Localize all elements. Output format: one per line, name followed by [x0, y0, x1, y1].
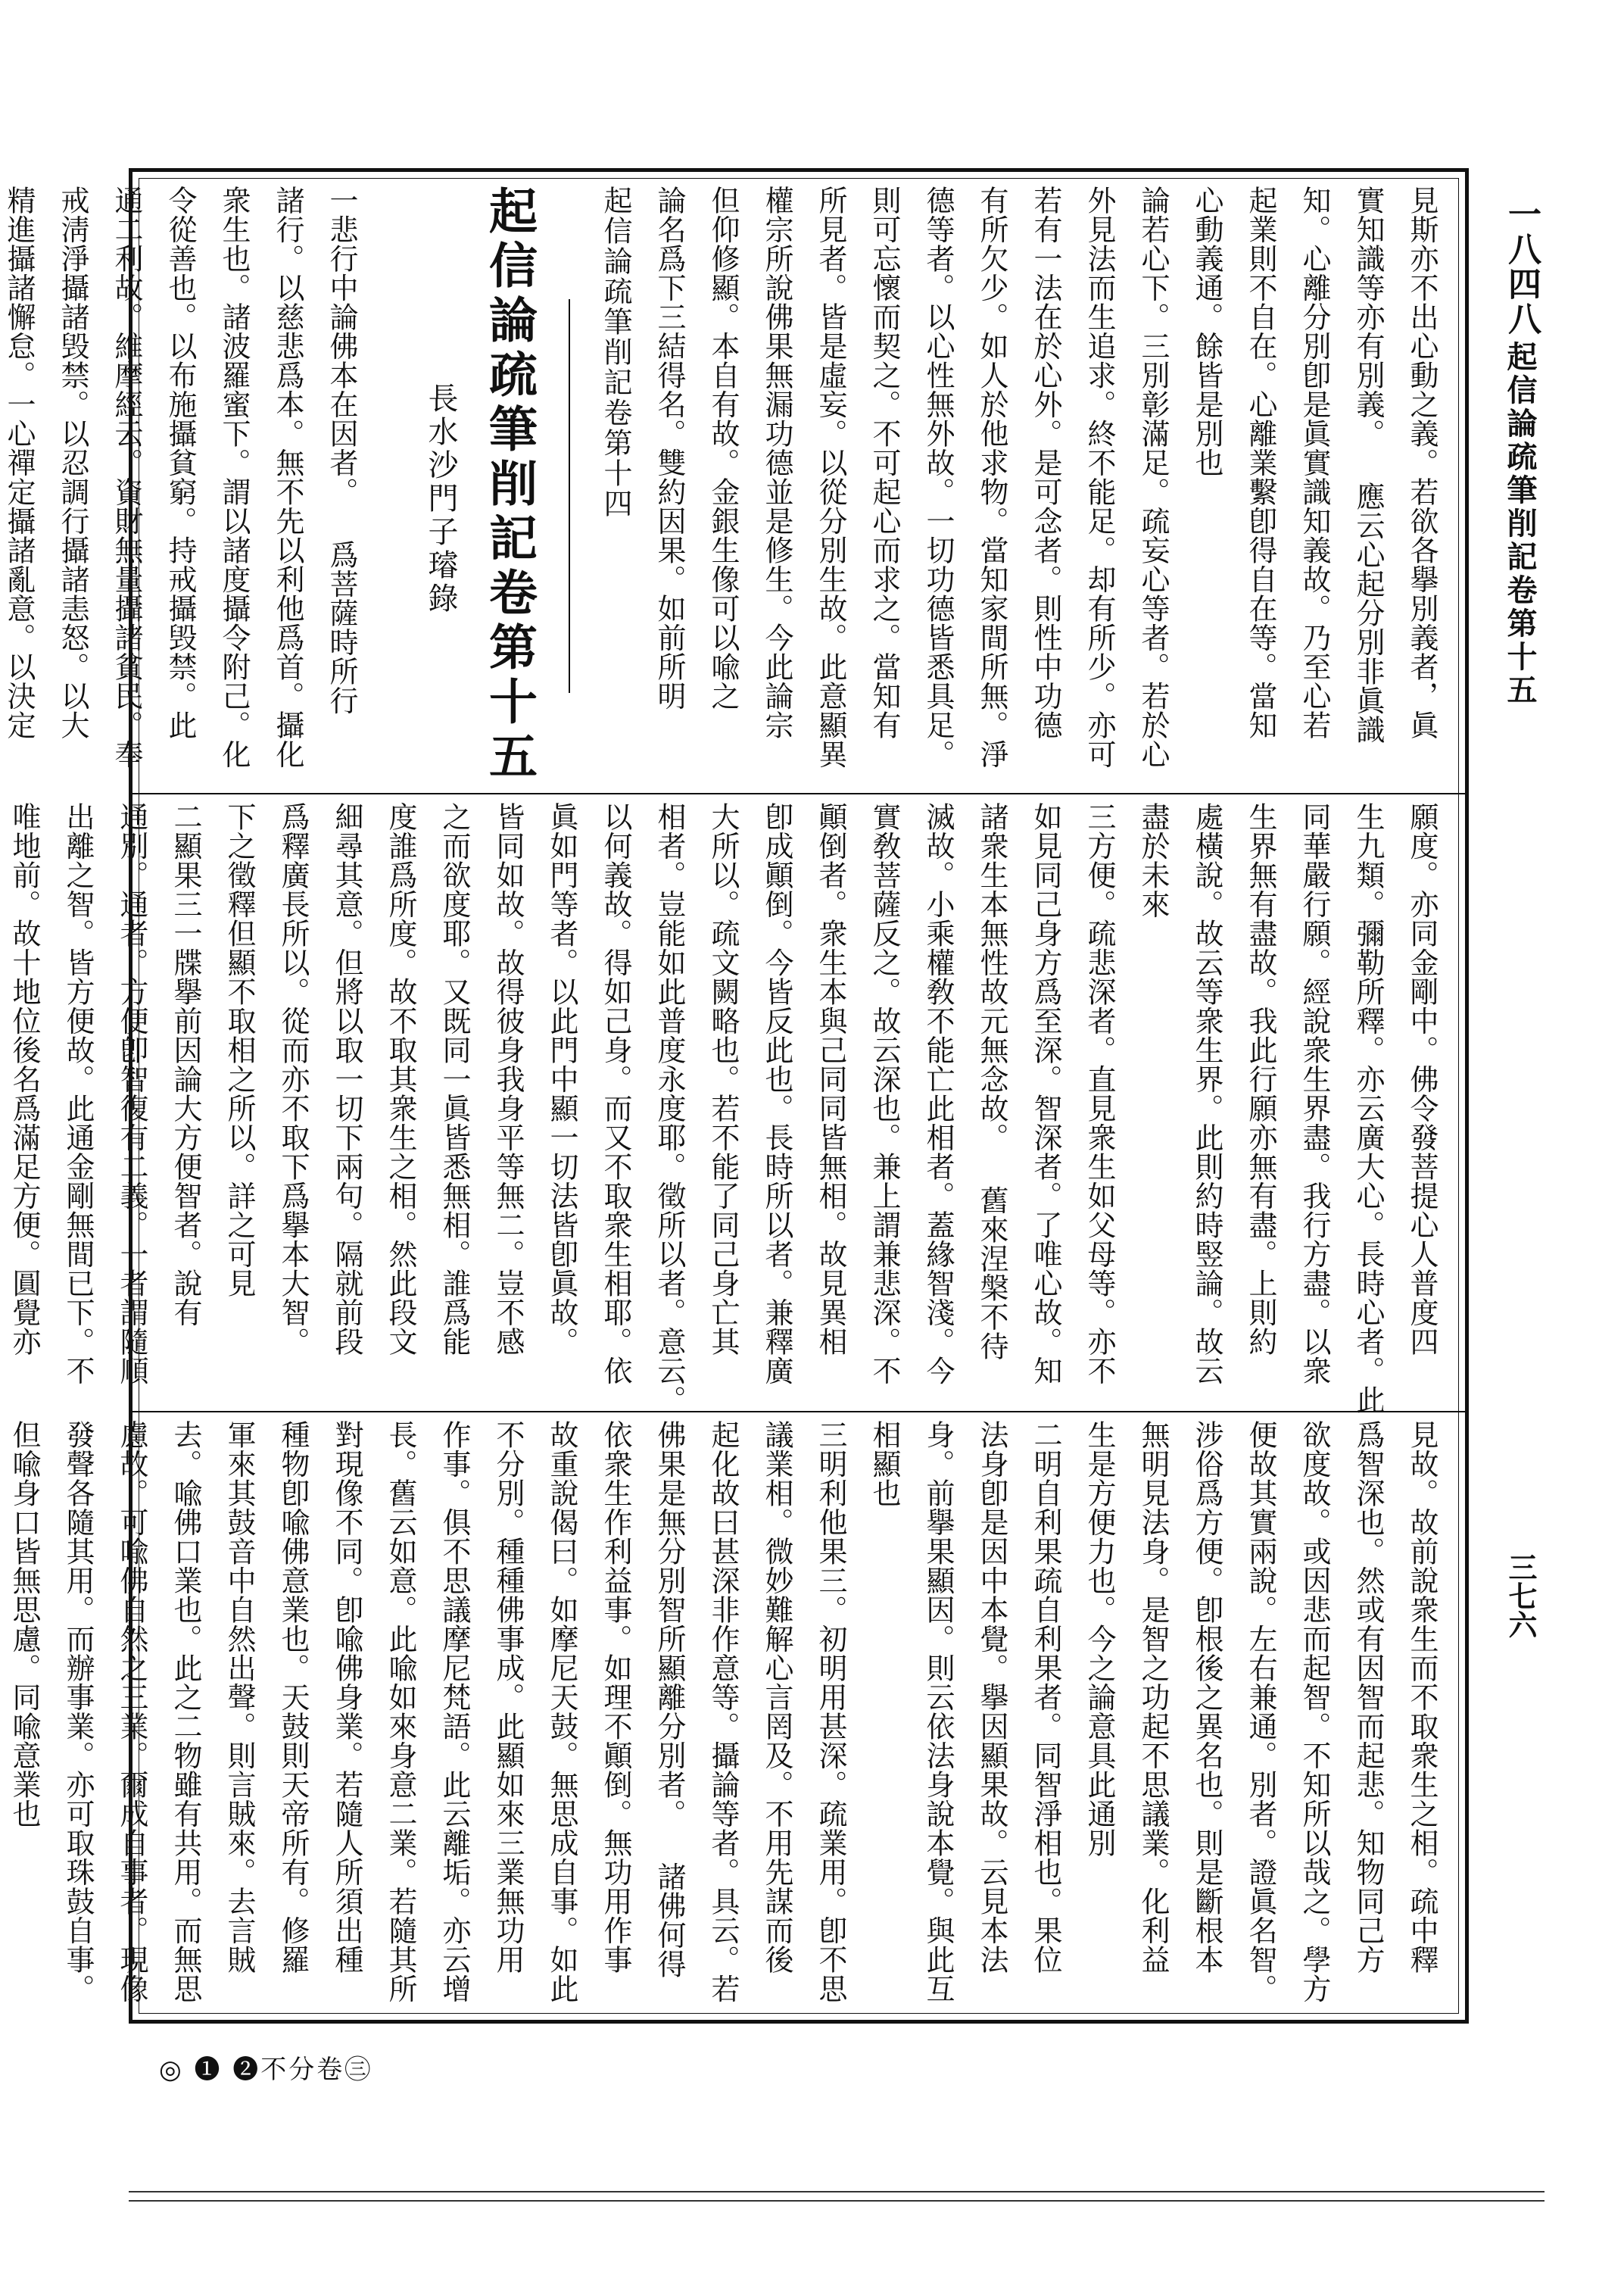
text-column: 盡於未來 — [1136, 802, 1170, 919]
text-column: 軍來其鼓音中自然出聲。則言賊來。去言賊 — [223, 1420, 256, 1974]
text-column: 二明自利果疏自利果者。同智淨相也。果位 — [1029, 1420, 1062, 1974]
text-column: 顚倒者。衆生本與己同同皆無相。故見異相 — [814, 802, 847, 1356]
text-column: 一悲行中論佛本在因者。 爲菩薩時所行 — [325, 186, 358, 715]
tier-divider — [132, 793, 1465, 794]
text-column: 之而欲度耶。又既同一眞皆悉無相。誰爲能 — [438, 802, 471, 1356]
text-column: 但仰修顯。本自有故。金銀生像可以喩之 — [706, 186, 740, 710]
text-column: 種物卽喩佛意業也。天鼓則天帝所有。修羅 — [276, 1420, 310, 1974]
text-column: 去。喩佛口業也。此之二物雖有共用。而無思 — [169, 1420, 202, 2003]
text-column: 衆生也。諸波羅蜜下。謂以諸度攝令附己。化 — [217, 186, 251, 769]
text-column: 實敎菩薩反之。故云深也。兼上謂兼悲深。不 — [868, 802, 901, 1385]
text-column: 有所欠少。如人於他求物。當知家間所無。淨 — [975, 186, 1008, 769]
tier-divider — [132, 1411, 1465, 1412]
text-column: 令從善也。以布施攝貧窮。持戒攝毁禁。此 — [164, 186, 197, 740]
text-column: 則可忘懷而契之。不可起心而求之。當知有 — [868, 186, 901, 740]
text-column: 議業相。微妙難解心言罔及。不用先謀而後 — [760, 1420, 793, 1974]
text-column: 卽成顚倒。今皆反此也。長時所以者。兼釋廣 — [760, 802, 793, 1385]
text-column: 相顯也 — [868, 1420, 901, 1508]
text-column: 但喩身口皆無思慮。同喩意業也 — [8, 1420, 41, 1828]
text-column: 以何義故。得如己身。而又不取衆生相耶。依 — [599, 802, 632, 1385]
folio-number: 一八四八 — [1502, 197, 1541, 336]
text-column: 相者。豈能如此普度永度耶。徵所以者。意云。 — [653, 802, 686, 1415]
text-column: 如見同己身方爲至深。智深者。了唯心故。知 — [1029, 802, 1062, 1385]
text-column: 便故其實兩說。左右兼通。別者。證眞名智。 — [1244, 1420, 1277, 2003]
text-column: 論名爲下三結得名。雙約因果。如前所明 — [653, 186, 686, 710]
bottom-rule — [129, 2200, 1545, 2202]
bottom-rule — [129, 2191, 1545, 2192]
text-column: 諸衆生本無性故元無念故。 舊來涅槃不待 — [975, 802, 1008, 1361]
page-number: 三七六 — [1504, 1553, 1538, 1639]
text-column: 大所以。疏文闕略也。若不能了同己身亡其 — [706, 802, 740, 1356]
text-column: 三明利他果三。初明用甚深。疏業用。卽不思 — [814, 1420, 847, 2003]
text-column: 對現像不同。卽喩佛身業。若隨人所須出種 — [330, 1420, 363, 1974]
text-column: 細尋其意。但將以取一切下兩句。隔就前段 — [330, 802, 363, 1356]
text-column: 生界無有盡故。我此行願亦無有盡。上則約 — [1244, 802, 1277, 1356]
text-column: 身。前擧果顯因。則云依法身說本覺。與此互 — [921, 1420, 955, 2003]
text-column: 作事。俱不思議摩尼梵語。此云離垢。亦云增 — [438, 1420, 471, 2003]
text-column: 願度。亦同金剛中。佛令發菩提心人普度四 — [1405, 802, 1439, 1356]
footnote: ◎ ❶ ❷不分卷㊂ — [159, 2055, 373, 2085]
text-column: 下之徵釋但顯不取相之所以。詳之可見 — [223, 802, 256, 1298]
text-column: 唯地前。故十地位後名爲滿足方便。圓覺亦 — [8, 802, 41, 1356]
text-column: 不分別。種種佛事成。此顯如來三業無功用 — [491, 1420, 525, 1974]
text-column: 處橫說。故云等衆生界。此則約時竪論。故云 — [1190, 802, 1223, 1385]
text-column: 起業則不自在。心離業繫卽得自在等。當知 — [1244, 186, 1277, 740]
text-column: 知。心離分別卽是眞實識知義故。乃至心若 — [1298, 186, 1331, 740]
text-column: 爲釋廣長所以。從而亦不取下爲擧本大智。 — [276, 802, 310, 1356]
section-divider — [550, 186, 588, 784]
text-column: 出離之智。皆方便故。此通金剛無間已下。不 — [61, 802, 95, 1385]
middle-tier — [8, 802, 1448, 1415]
text-column: 所見者。皆是虛妄。以從分別生故。此意顯異 — [814, 186, 847, 769]
lower-tier — [8, 1420, 1448, 2003]
text-column: 見斯亦不出心動之義。若欲各擧別義者，眞 — [1405, 186, 1439, 740]
text-column: 二顯果三一牒擧前因論大方便智者。說有 — [169, 802, 202, 1327]
text-column: 生九類。彌勒所釋。亦云廣大心。長時心者。此 — [1351, 802, 1385, 1415]
column-gap — [368, 186, 413, 784]
text-column: 起化故曰甚深非作意等。攝論等者。具云。若 — [706, 1420, 740, 2003]
text-column: 滅故。小乘權敎不能亡此相者。蓋緣智淺。今 — [921, 802, 955, 1385]
running-title: 起信論疏筆削記卷第十五 — [1502, 341, 1538, 707]
text-column: 見故。故前說衆生而不取衆生之相。疏中釋 — [1405, 1420, 1439, 1974]
text-column: 依衆生作利益事。如理不顚倒。無功用作事 — [599, 1420, 632, 1974]
text-column: 三方便。疏悲深者。直見衆生如父母等。亦不 — [1083, 802, 1116, 1385]
text-column: 佛果是無分別智所顯離分別者。 諸佛何得 — [653, 1420, 686, 1979]
text-column: 無明見法身。是智之功起不思議業。化利益 — [1136, 1420, 1170, 1974]
text-column: 實知識等亦有別義。 應云心起分別非眞識 — [1351, 186, 1385, 744]
text-column: 德等者。以心性無外故。一切功德皆悉具足。 — [921, 186, 955, 769]
text-frame — [2, 168, 1469, 2024]
text-column: 戒淸淨攝諸毁禁。以忍調行攝諸恚怒。以大 — [56, 186, 89, 740]
text-column: 眞如門等者。以此門中顯一切法皆卽眞故。 — [545, 802, 578, 1356]
text-column: 涉俗爲方便。卽根後之異名也。則是斷根本 — [1190, 1420, 1223, 1974]
text-column: 外見法而生追求。終不能足。却有所少。亦可 — [1083, 186, 1116, 769]
author-line: 長水沙門子璿錄 — [423, 382, 458, 616]
text-column: 欲度故。或因悲而起智。不知所以哉之。學方 — [1298, 1420, 1331, 2003]
text-column: 精進攝諸懈怠。一心禪定攝諸亂意。以決定 — [2, 186, 36, 740]
text-column: 生是方便力也。今之論意具此通別 — [1083, 1420, 1116, 1858]
text-column: 發聲各隨其用。而辦事業。亦可取珠鼓自事。 — [61, 1420, 95, 2003]
text-column: 若有一法在於心外。是可念者。則性中功德 — [1029, 186, 1062, 740]
text-column: 通別。通者。方便卽智復有二義。一者謂隨順 — [115, 802, 148, 1385]
text-column: 長。舊云如意。此喩如來身意二業。若隨其所 — [384, 1420, 417, 2003]
text-column: 故重說偈曰。如摩尼天鼓。無思成自事。如此 — [545, 1420, 578, 2003]
text-column: 法身卽是因中本覺。擧因顯果故。云見本法 — [975, 1420, 1008, 1974]
text-column: 度誰爲所度。故不取其衆生之相。然此段文 — [384, 802, 417, 1356]
running-header — [1488, 189, 1548, 1780]
text-column: 心動義通。餘皆是別也 — [1190, 186, 1223, 477]
fascicle-title: 起信論疏筆削記卷第十五 — [481, 186, 538, 785]
text-column: 論若心下。三別彰滿足。疏妄心等者。若於心 — [1136, 186, 1170, 769]
text-column: 慮故。可喩佛自然之三業。爾成自事者。現像 — [115, 1420, 148, 2003]
text-column: 爲智深也。然或有因智而起悲。知物同己方 — [1351, 1420, 1385, 1974]
text-column: 皆同如故。故得彼身我身平等無二。豈不感 — [491, 802, 525, 1356]
fascicle-end-title: 起信論疏筆削記卷第十四 — [599, 186, 632, 519]
text-column: 同華嚴行願。經說衆生界盡。我行方盡。以衆 — [1298, 802, 1331, 1385]
text-column: 諸行。以慈悲爲本。無不先以利他爲首。攝化 — [271, 186, 304, 769]
upper-tier — [2, 186, 1448, 785]
text-column: 權宗所說佛果無漏功德並是修生。今此論宗 — [760, 186, 793, 740]
text-column: 通二利故。維摩經云。資財無量攝諸貧民。奉 — [110, 186, 143, 769]
